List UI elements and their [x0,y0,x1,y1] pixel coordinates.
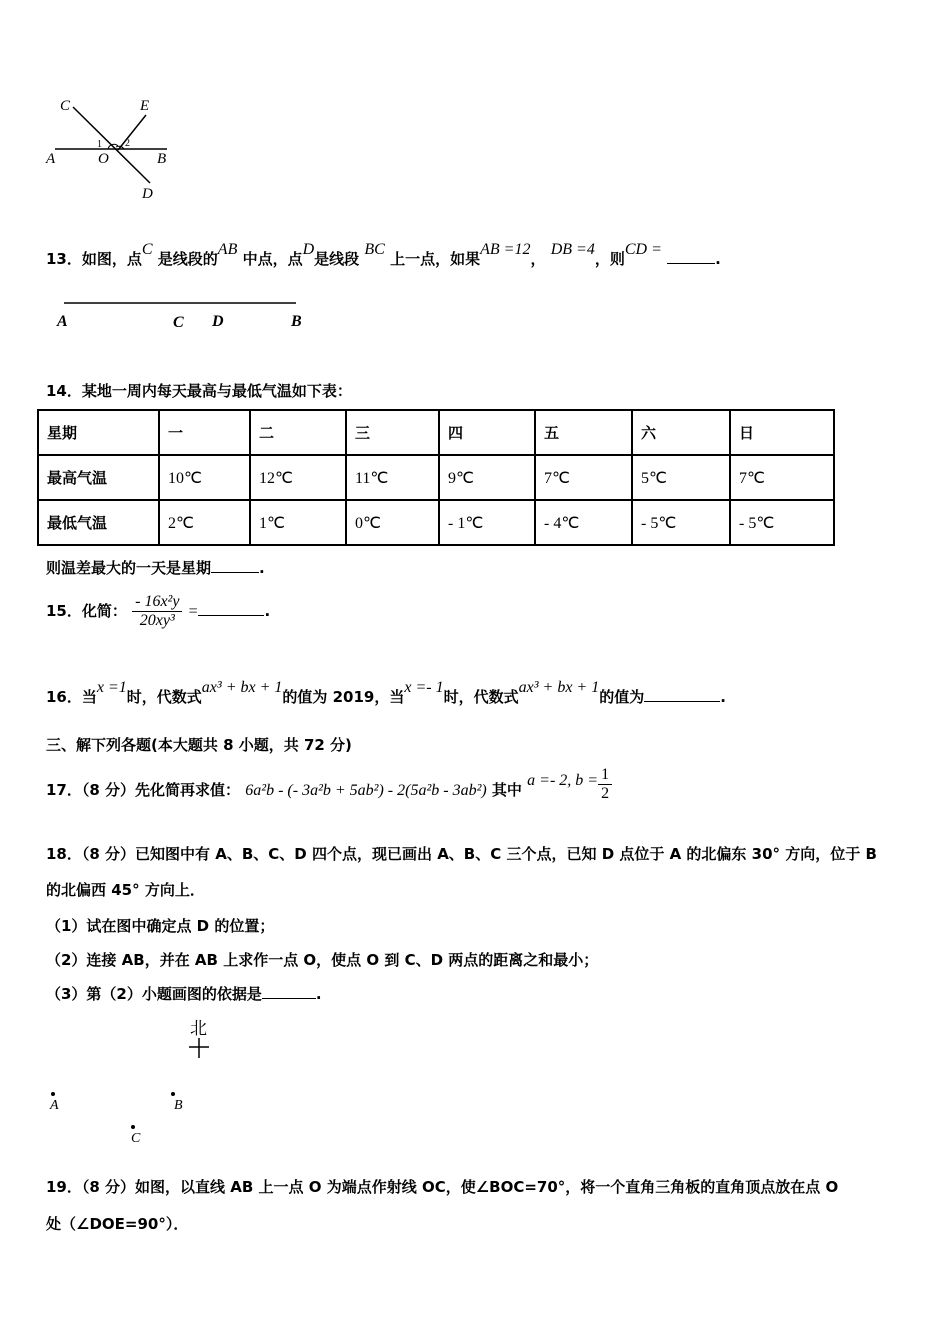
table-cell: 三 [346,410,439,455]
question-16 [46,679,726,707]
question-15 [46,593,270,630]
table-cell: 五 [535,410,632,455]
math: AB [217,241,238,258]
answer-blank[interactable] [211,558,259,573]
label-C: C [131,1131,141,1146]
q16-text: . [720,688,726,706]
label-1: 1 [97,139,102,150]
math: a =- 2, b = [527,772,599,789]
table-cell: 12℃ [250,455,346,500]
label-C: C [173,314,184,331]
q13-text: 是线段的 [157,250,218,268]
label-O: O [98,151,109,167]
q18-text: . [315,985,322,1003]
q17-text: 17．（8 分）先化简再求值： [46,781,241,799]
math: D [302,241,315,258]
answer-blank[interactable] [667,249,715,264]
q17-text: 其中 [491,781,522,799]
q16-text: 时，代数式 [443,688,519,706]
denominator: 2 [601,785,610,802]
section-heading: 三、解下列各题(本大题共 8 小题，共 72 分) [46,736,352,754]
denominator: 20xy³ [139,612,175,629]
table-row [38,500,834,545]
table-cell: 四 [439,410,535,455]
label-A: A [50,1098,59,1113]
label-D: D [142,186,153,202]
question-19-line2: 处（∠DOE=90°）． [46,1215,189,1233]
label-B: B [174,1098,183,1113]
table-cell: 最低气温 [38,500,159,545]
table-cell: - 1℃ [439,500,535,545]
temperature-table [37,409,835,546]
table-cell: 7℃ [730,455,834,500]
q18-part2: （2）连接 AB，并在 AB 上求作一点 O，使点 O 到 C、D 两点的距离之和最小； [46,951,599,969]
math: = [187,603,199,620]
table-cell: 2℃ [159,500,250,545]
numerator: 1 [598,766,612,785]
label-B: B [157,151,167,167]
table-header-row [38,410,834,455]
q13-text: 13．如图，点 [46,250,142,268]
north-label: 北 [190,1019,207,1039]
segment-figure [50,295,320,335]
math: C [141,241,153,258]
q13-text: 中点，点 [242,250,303,268]
math: CD = [624,241,662,258]
q13-text: . [715,250,721,268]
table-cell: 10℃ [159,455,250,500]
math: x =- 1 [404,679,444,696]
answer-blank[interactable] [198,601,264,616]
fraction [598,766,612,803]
question-17 [46,766,612,809]
question-18-line2: 的北偏西 45° 方向上． [46,881,205,899]
q15-text: 15．化简： [46,602,127,620]
table-cell: - 5℃ [730,500,834,545]
table-cell: 日 [730,410,834,455]
math: BC [364,241,385,258]
q16-text: 的值为 [599,688,645,706]
table-row [38,455,834,500]
table-cell: 0℃ [346,500,439,545]
numerator: - 16x²y [132,593,182,612]
q13-text: 是线段 [314,250,360,268]
q18-part3 [46,983,322,1004]
label-C: C [60,98,71,114]
math: x =1 [96,679,127,696]
fraction [132,593,182,630]
q13-text: 上一点，如果 [390,250,481,268]
q16-text: 16．当 [46,688,97,706]
label-E: E [140,98,150,114]
table-cell: 7℃ [535,455,632,500]
table-cell: 11℃ [346,455,439,500]
math: DB =4 [550,241,595,258]
table-cell: 星期 [38,410,159,455]
table-cell: - 4℃ [535,500,632,545]
table-cell: 最高气温 [38,455,159,500]
q16-text: 时，代数式 [126,688,202,706]
table-cell: 六 [632,410,730,455]
label-A: A [46,151,56,167]
label-2: 2 [125,138,130,149]
q15-text: . [264,602,271,620]
answer-blank[interactable] [262,984,316,999]
q13-text: ，则 [594,250,625,268]
table-cell: - 5℃ [632,500,730,545]
question-13 [46,241,721,269]
q14-text: 则温差最大的一天是星期 [46,559,212,577]
math: ax³ + bx + 1 [518,679,600,696]
q14-question [46,557,265,578]
label-D: D [212,313,224,330]
q18-part1: （1）试在图中确定点 D 的位置； [46,917,275,935]
answer-blank[interactable] [644,687,720,702]
label-A: A [57,313,68,330]
q13-text: ， [530,250,546,268]
table-cell: 1℃ [250,500,346,545]
q16-text: 的值为 2019，当 [282,688,405,706]
table-cell: 一 [159,410,250,455]
table-cell: 9℃ [439,455,535,500]
math: ax³ + bx + 1 [201,679,283,696]
q18-text: （3）第（2）小题画图的依据是 [46,985,262,1003]
question-18-line1: 18．（8 分）已知图中有 A、B、C、D 四个点，现已画出 A、B、C 三个点，已知 D 点位于 A 的北偏东 30° 方向，位于 B [46,845,877,863]
question-14: 14．某地一周内每天最高与最低气温如下表： [46,382,352,400]
q14-text: . [259,559,265,577]
angle-figure [40,90,190,210]
math: 6a²b - (- 3a²b + 5ab²) - 2(5a²b - 3ab²) [245,782,487,799]
table-cell: 二 [250,410,346,455]
label-B: B [291,313,302,330]
points-figure [40,1010,240,1150]
table-cell: 5℃ [632,455,730,500]
question-19-line1: 19．（8 分）如图，以直线 AB 上一点 O 为端点作射线 OC，使∠BOC=70°，将一个直角三角板的直角顶点放在点 O [46,1178,839,1196]
math: AB =12 [480,241,531,258]
